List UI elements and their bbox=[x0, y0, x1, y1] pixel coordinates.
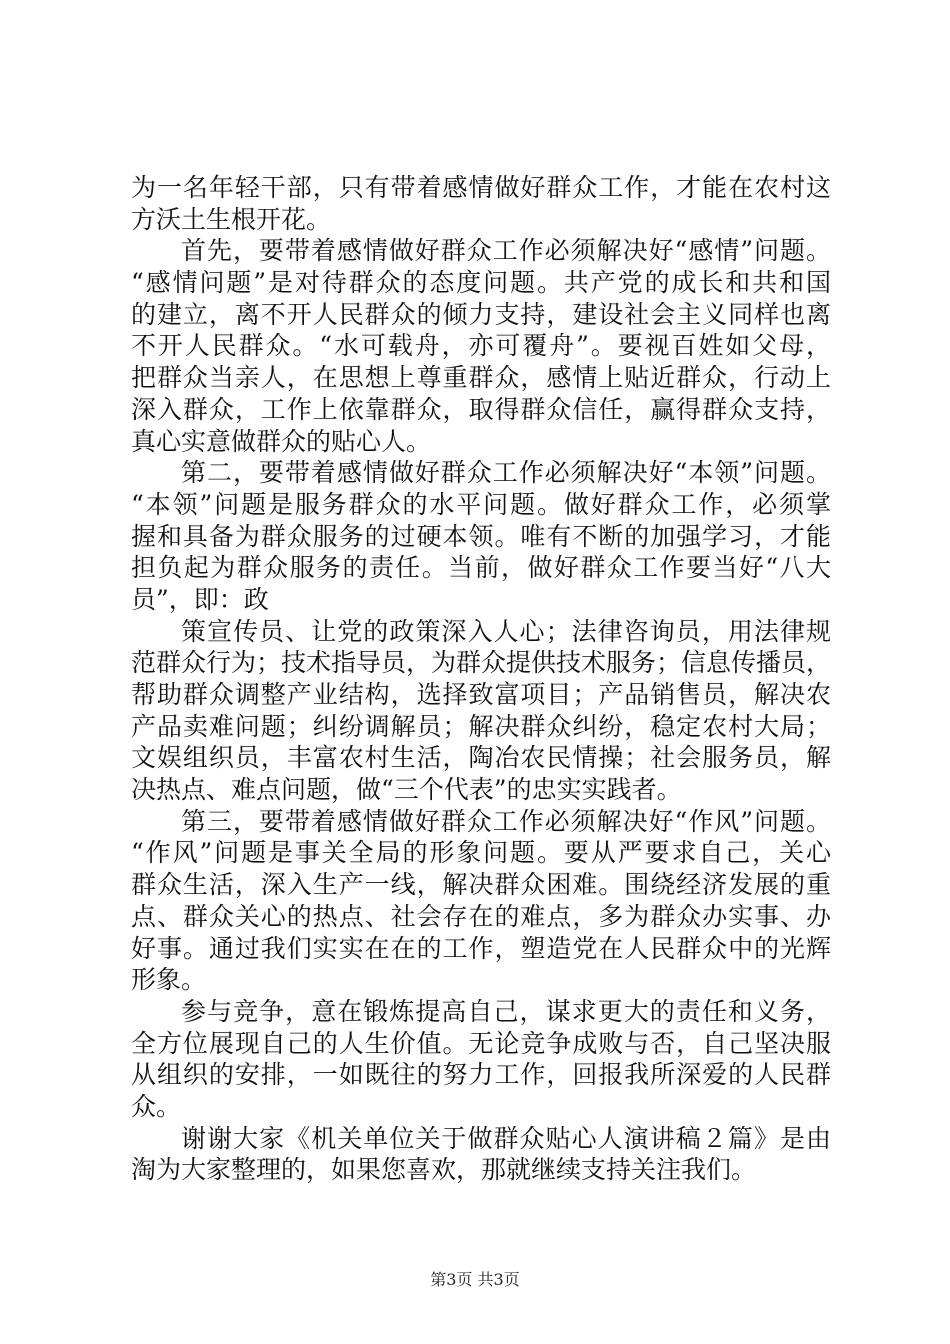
text-line: “作风”问题是事关全局的形象问题。要从严要求自己，关心 bbox=[131, 838, 831, 868]
paragraph-first-line: 首先，要带着感情做好群众工作必须解决好“感情”问题。 bbox=[181, 236, 831, 266]
page-number-label: 第3页 共3页 bbox=[430, 1270, 520, 1289]
paragraph-first-line: 第二，要带着感情做好群众工作必须解决好“本领”问题。 bbox=[181, 458, 831, 488]
text-line: 深入群众，工作上依靠群众，取得群众信任，赢得群众支持， bbox=[131, 394, 831, 424]
text-line: 握和具备为群众服务的过硬本领。唯有不断的加强学习，才能 bbox=[131, 521, 831, 551]
text-line: 从组织的安排，一如既往的努力工作，回报我所深爱的人民群 bbox=[131, 1060, 831, 1090]
text-line: 范群众行为；技术指导员，为群众提供技术服务；信息传播员， bbox=[131, 648, 832, 678]
text-line: 不开人民群众。“水可载舟，亦可覆舟”。要视百姓如父母， bbox=[131, 331, 831, 361]
paragraph-first-line: 谢谢大家《机关单位关于做群众贴心人演讲稿２篇》是由 bbox=[181, 1123, 831, 1153]
text-line: 员”，即：政 bbox=[131, 584, 269, 614]
text-line: 全方位展现自己的人生价值。无论竞争成败与否，自己坚决服 bbox=[131, 1028, 831, 1058]
text-line: 担负起为群众服务的责任。当前，做好群众工作要当好“八大 bbox=[131, 553, 831, 583]
text-line: 淘为大家整理的，如果您喜欢，那就继续支持关注我们。 bbox=[131, 1155, 757, 1185]
paragraph-first-line: 参与竞争，意在锻炼提高自己，谋求更大的责任和义务， bbox=[181, 996, 831, 1026]
text-line: 方沃土生根开花。 bbox=[131, 204, 332, 234]
text-line: 为一名年轻干部，只有带着感情做好群众工作，才能在农村这 bbox=[131, 173, 831, 202]
text-line: 好事。通过我们实实在在的工作，塑造党在人民群众中的光辉 bbox=[131, 933, 831, 963]
text-line: 帮助群众调整产业结构，选择致富项目；产品销售员，解决农 bbox=[131, 680, 831, 709]
text-line: 群众生活，深入生产一线，解决群众困难。围绕经济发展的重 bbox=[131, 870, 831, 900]
text-line: 形象。 bbox=[131, 965, 207, 995]
text-line: 决热点、难点问题，做“三个代表”的忠实实践者。 bbox=[131, 775, 682, 805]
document-body bbox=[131, 172, 831, 1186]
text-line: 产品卖难问题；纠纷调解员；解决群众纠纷，稳定农村大局； bbox=[131, 711, 831, 741]
text-line: 点、群众关心的热点、社会存在的难点，多为群众办实事、办 bbox=[131, 901, 831, 931]
text-line: 文娱组织员，丰富农村生活，陶冶农民情操；社会服务员，解 bbox=[131, 743, 831, 773]
text-line: 众。 bbox=[131, 1091, 182, 1121]
text-line: “本领”问题是服务群众的水平问题。做好群众工作，必须掌 bbox=[131, 489, 831, 519]
paragraph-first-line: 第三，要带着感情做好群众工作必须解决好“作风”问题。 bbox=[181, 806, 831, 836]
text-line: “感情问题”是对待群众的态度问题。共产党的成长和共和国 bbox=[131, 268, 831, 298]
text-line: 的建立，离不开人民群众的倾力支持，建设社会主义同样也离 bbox=[131, 299, 831, 329]
text-line: 真心实意做群众的贴心人。 bbox=[131, 426, 432, 456]
paragraph-first-line: 策宣传员、让党的政策深入人心；法律咨询员，用法律规 bbox=[181, 616, 831, 646]
text-line: 把群众当亲人，在思想上尊重群众，感情上贴近群众，行动上 bbox=[131, 363, 831, 393]
page-footer bbox=[0, 1270, 950, 1290]
